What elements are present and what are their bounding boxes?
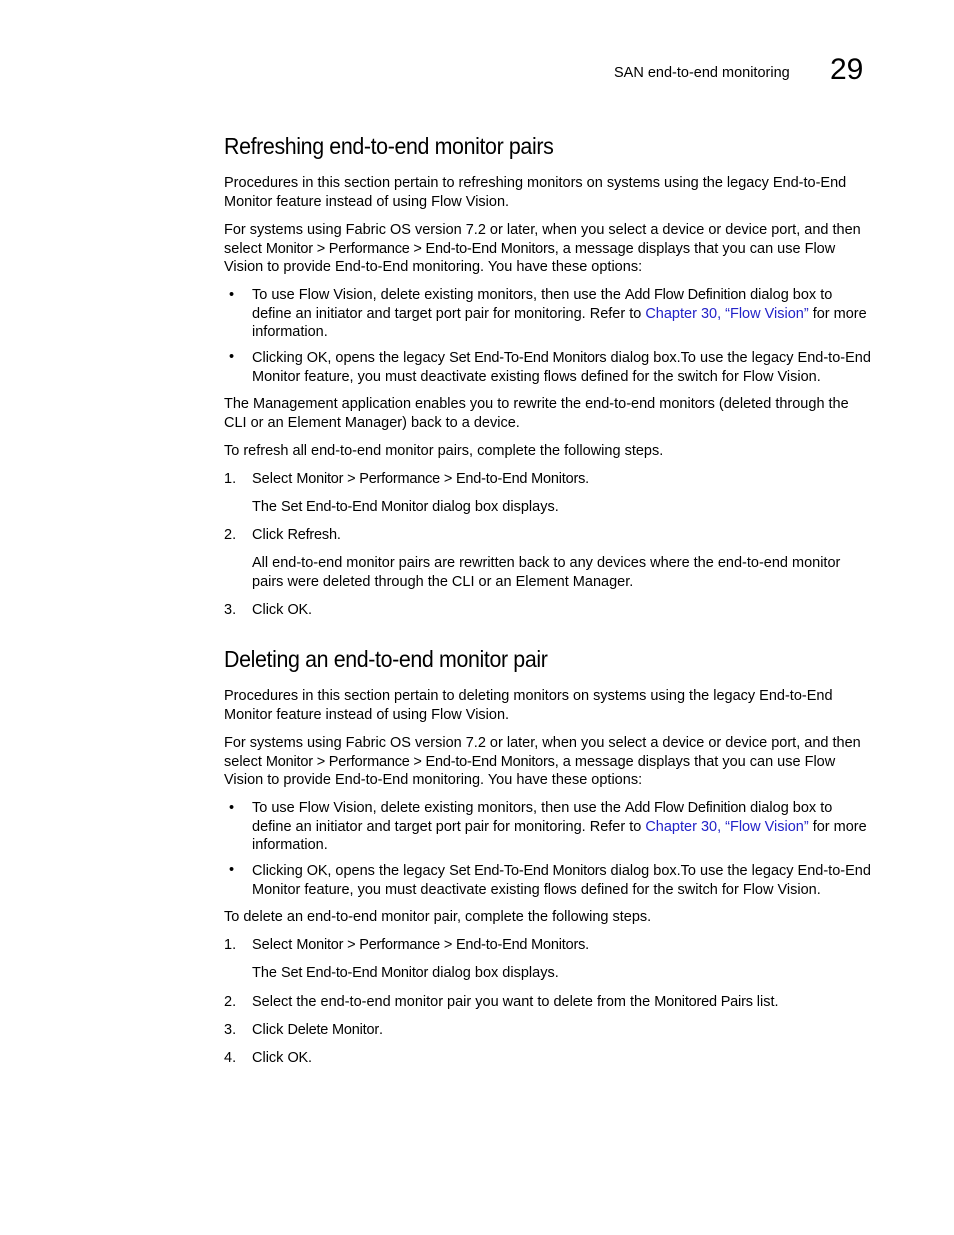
ui-label: Delete Monitor bbox=[287, 1022, 379, 1038]
ui-label: Set End-to-End Monitor bbox=[281, 965, 429, 981]
step-1: Select Monitor > Performance > End-to-End Monitors. bbox=[252, 937, 590, 953]
ui-label: OK bbox=[306, 350, 328, 366]
bullet-icon: • bbox=[229, 800, 235, 816]
fabric-os-paragraph: For systems using Fabric OS version 7.2 or later, when you select a device or device port, and then select Monitor > Performance > End-to-End Monitors, a message displays that you can use Flow Vision to provide End-to-End monitoring. You have these options: bbox=[224, 222, 861, 276]
step-3: Click Delete Monitor. bbox=[252, 1022, 383, 1038]
chapter-30-link[interactable]: Chapter 30, “Flow Vision” bbox=[645, 818, 809, 835]
steps-intro: To delete an end-to-end monitor pair, complete the following steps. bbox=[224, 909, 652, 925]
ui-label: Set End-to-End Monitor bbox=[281, 499, 429, 515]
intro-paragraph: Procedures in this section pertain to refreshing monitors on systems using the legacy End-to-End Monitor feature instead of using Flow Vision. bbox=[224, 175, 847, 210]
bullet-icon: • bbox=[229, 287, 235, 303]
ui-label: OK bbox=[306, 863, 328, 879]
step-3: Click OK. bbox=[252, 602, 313, 618]
step-4: Click OK. bbox=[252, 1050, 313, 1066]
step-2: Click Refresh. bbox=[252, 527, 341, 543]
management-paragraph: The Management application enables you to rewrite the end-to-end monitors (deleted through the CLI or an Element Manager) back to a device. bbox=[224, 396, 849, 431]
ui-label: Add Flow Definition bbox=[624, 800, 747, 816]
ui-label: Refresh bbox=[287, 527, 337, 543]
ui-label: Set End-To-End Monitors bbox=[449, 863, 607, 879]
section-heading-deleting: Deleting an end-to-end monitor pair bbox=[224, 646, 548, 672]
ui-label: OK bbox=[287, 602, 309, 618]
section-heading-refreshing: Refreshing end-to-end monitor pairs bbox=[224, 133, 554, 159]
menu-path: Monitor > Performance > End-to-End Monitors bbox=[265, 753, 555, 770]
steps-intro: To refresh all end-to-end monitor pairs, complete the following steps. bbox=[224, 443, 664, 459]
ui-label: Monitor > Performance > End-to-End Monitors bbox=[296, 471, 586, 487]
option-legacy-ok: Clicking OK, opens the legacy Set End-To-End Monitors dialog box.To use the legacy End-to-End Monitor feature, you must deactivate existing flows defined for the switch for Flow Vision. bbox=[252, 863, 871, 898]
option-flow-vision: To use Flow Vision, delete existing monitors, then use the Add Flow Definition dialog box to define an initiator and target port pair for monitoring. Refer to Chapter 30, “Flow Vision” for more information. bbox=[252, 800, 867, 854]
ui-label: Monitor > Performance > End-to-End Monitors bbox=[296, 937, 586, 953]
ui-label: Add Flow Definition bbox=[624, 287, 747, 303]
step-number: 2. bbox=[224, 994, 237, 1010]
option-flow-vision: To use Flow Vision, delete existing monitors, then use the Add Flow Definition dialog box to define an initiator and target port pair for monitoring. Refer to Chapter 30, “Flow Vision” for more information. bbox=[252, 287, 867, 341]
step-number: 3. bbox=[224, 1022, 237, 1038]
step-number: 3. bbox=[224, 602, 237, 618]
step-2-result: All end-to-end monitor pairs are rewritten back to any devices where the end-to-end monitor pairs were deleted through the CLI or an Element Manager. bbox=[252, 555, 841, 590]
intro-paragraph: Procedures in this section pertain to deleting monitors on systems using the legacy End-to-End Monitor feature instead of using Flow Vision. bbox=[224, 688, 833, 723]
ui-label: Monitored Pairs bbox=[654, 994, 753, 1010]
step-number: 2. bbox=[224, 527, 237, 543]
step-number: 1. bbox=[224, 471, 237, 487]
step-2: Select the end-to-end monitor pair you want to delete from the Monitored Pairs list. bbox=[252, 994, 779, 1010]
ui-label: OK bbox=[287, 1050, 309, 1066]
menu-path: Monitor > Performance > End-to-End Monitors bbox=[265, 240, 555, 257]
chapter-number: 29 bbox=[830, 53, 864, 86]
step-1: Select Monitor > Performance > End-to-End Monitors. bbox=[252, 471, 590, 487]
ui-label: Set End-To-End Monitors bbox=[449, 350, 607, 366]
fabric-os-paragraph: For systems using Fabric OS version 7.2 or later, when you select a device or device port, and then select Monitor > Performance > End-to-End Monitors, a message displays that you can use Flow Vision to provide End-to-End monitoring. You have these options: bbox=[224, 735, 861, 789]
running-header-section: SAN end-to-end monitoring bbox=[614, 65, 790, 81]
option-legacy-ok: Clicking OK, opens the legacy Set End-To-End Monitors dialog box.To use the legacy End-to-End Monitor feature, you must deactivate existing flows defined for the switch for Flow Vision. bbox=[252, 350, 871, 385]
bullet-icon: • bbox=[229, 349, 235, 365]
chapter-30-link[interactable]: Chapter 30, “Flow Vision” bbox=[645, 305, 809, 322]
step-number: 4. bbox=[224, 1050, 237, 1066]
step-1-result: The Set End-to-End Monitor dialog box displays. bbox=[252, 499, 559, 515]
bullet-icon: • bbox=[229, 862, 235, 878]
step-number: 1. bbox=[224, 937, 237, 953]
step-1-result: The Set End-to-End Monitor dialog box displays. bbox=[252, 965, 559, 981]
